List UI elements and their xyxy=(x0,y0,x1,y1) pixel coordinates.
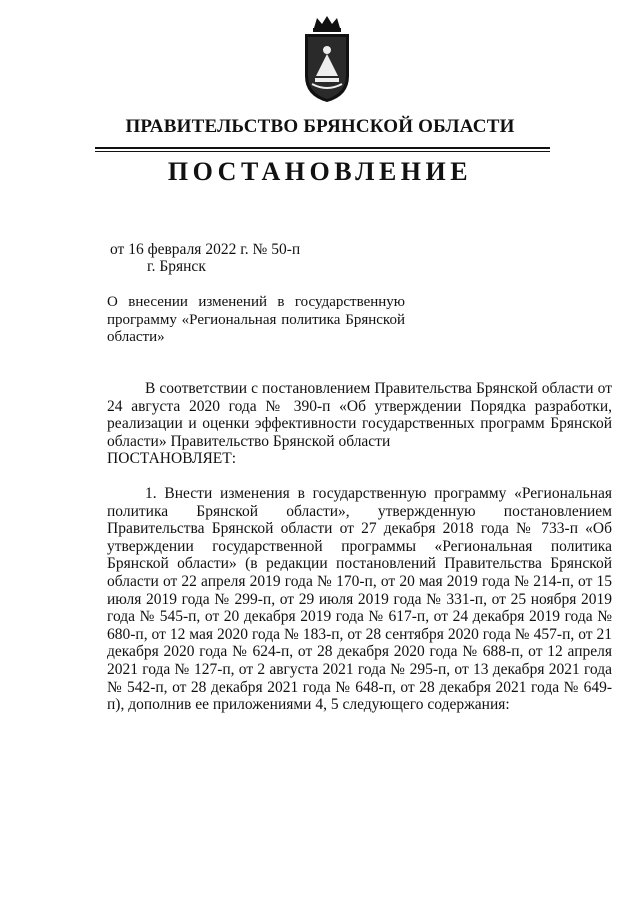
header-rule-thin xyxy=(95,151,550,152)
document-subject: О внесении изменений в государственную программу «Региональная политика Брянской области» xyxy=(107,294,405,345)
item-1-paragraph: 1. Внести изменения в государственную программу «Региональная политика Брянской области», утвержденную постановлением Правительства Брянской области от 27 декабря 2018 года № 733-п «Об утверждении государственной программы «Региональная политика Брянской области» (в редакции постановлений Правительства Брянской области от 22 апреля 2019 года № 170-п, от 20 мая 2019 года № 214-п, от 15 июля 2019 года № 299-п, от 29 июля 2019 года № 331-п, от 25 ноября 2019 года № 545-п, от 20 декабря 2019 года № 617-п, от 24 декабря 2019 года № 680-п, от 12 мая 2020 года № 183-п, от 28 сентября 2020 года № 457-п, от 21 декабря 2020 года № 624-п, от 28 декабря 2020 года № 688-п, от 12 апреля 2021 года № 127-п, от 2 августа 2021 года № 295-п, от 13 декабря 2021 года № 542-п, от 28 декабря 2021 года № 648-п, от 28 декабря 2021 года № 649-п), дополнив ее приложениями 4, 5 следующего содержания: xyxy=(107,485,612,714)
header-rule-thick xyxy=(95,147,550,149)
coat-of-arms-icon xyxy=(300,14,354,104)
document-date: от 16 февраля 2022 г. № 50-п xyxy=(110,241,301,258)
document-type: ПОСТАНОВЛЕНИЕ xyxy=(167,157,473,186)
document-city: г. Брянск xyxy=(147,258,206,275)
organization-title: ПРАВИТЕЛЬСТВО БРЯНСКОЙ ОБЛАСТИ xyxy=(125,116,515,137)
resolves-line: ПОСТАНОВЛЯЕТ: xyxy=(107,450,237,467)
preamble-paragraph: В соответствии с постановлением Правительства Брянской области от 24 августа 2020 года № 390-п «Об утверждении Порядка разработки, реализации и оценки эффективности государственных программ Брянской области» Правительство Брянской области xyxy=(107,380,612,450)
